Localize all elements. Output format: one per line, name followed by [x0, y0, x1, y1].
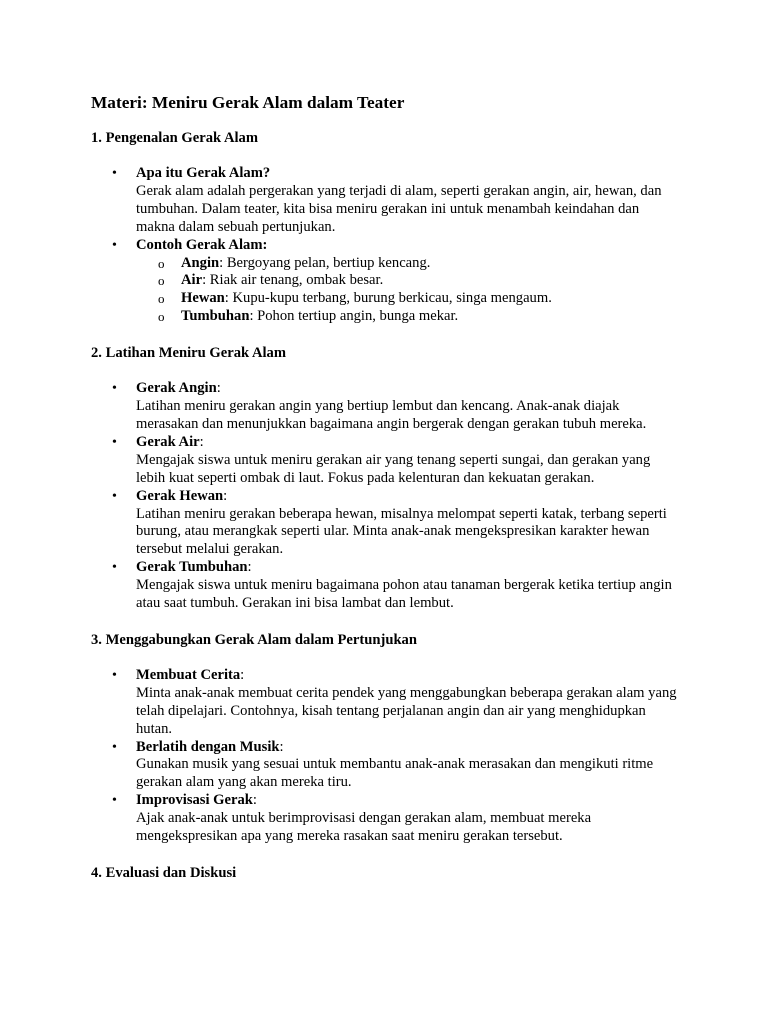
item-colon: :	[252, 792, 257, 809]
list-item	[91, 165, 681, 237]
item-description: Latihan meniru gerakan beberapa hewan, misalnya melompat seperti katak, terbang seperti burung, atau merangkak seperti ular. Minta anak-anak mengekspresikan karakter hewan tersebut melalui gerakan.	[136, 505, 667, 558]
sub-list-item	[136, 255, 681, 273]
sub-item-text: : Kupu-kupu terbang, burung berkicau, singa mengaum.	[224, 290, 552, 307]
sub-list	[136, 255, 681, 327]
item-colon: :	[240, 666, 245, 683]
section-3	[91, 631, 681, 846]
item-description: Latihan meniru gerakan angin yang bertiup lembut dan kencang. Anak-anak diajak merasakan dan menunjukkan bagaimana angin bergerak dengan gerakan tubuh mereka.	[136, 398, 647, 432]
item-description: Mengajak siswa untuk meniru bagaimana pohon atau tanaman bergerak ketika tertiup angin atau saat tumbuh. Gerakan ini bisa lambat dan lembut.	[136, 577, 672, 612]
document-title: Materi: Meniru Gerak Alam dalam Teater	[91, 93, 405, 112]
item-label: Gerak Hewan	[136, 487, 224, 504]
list-item	[91, 434, 681, 488]
item-label: Improvisasi Gerak	[136, 792, 253, 809]
bullet-list	[91, 165, 681, 326]
item-label: Berlatih dengan Musik	[136, 738, 280, 755]
sub-item-label: Hewan	[181, 290, 225, 307]
item-colon: :	[279, 738, 284, 755]
item-label: Gerak Air	[136, 433, 200, 450]
list-item	[91, 488, 681, 560]
sub-list-item	[136, 290, 681, 308]
list-item	[91, 380, 681, 434]
sub-item-text: : Pohon tertiup angin, bunga mekar.	[249, 308, 459, 325]
list-item	[91, 792, 681, 846]
document-page	[91, 92, 681, 882]
section-heading: 3. Menggabungkan Gerak Alam dalam Pertunjukan	[91, 631, 417, 648]
bullet-list	[91, 380, 681, 613]
item-label: Gerak Tumbuhan	[136, 559, 248, 576]
bullet-list	[91, 667, 681, 846]
item-label: Contoh Gerak Alam:	[136, 236, 268, 253]
list-item	[91, 237, 681, 327]
item-colon: :	[247, 559, 252, 576]
item-colon: :	[216, 380, 221, 397]
item-description: Gunakan musik yang sesuai untuk membantu anak-anak merasakan dan mengikuti ritme gerakan alam yang akan mereka tiru.	[136, 756, 654, 791]
section-2	[91, 344, 681, 613]
item-description: Ajak anak-anak untuk berimprovisasi dengan gerakan alam, membuat mereka mengekspresikan apa yang mereka rasakan saat meniru gerakan tersebut.	[136, 810, 592, 845]
section-heading: 2. Latihan Meniru Gerak Alam	[91, 345, 286, 362]
list-item	[91, 667, 681, 739]
list-item	[91, 739, 681, 793]
section-4	[91, 864, 681, 882]
sub-list-item	[136, 272, 681, 290]
section-heading: 4. Evaluasi dan Diskusi	[91, 865, 237, 881]
item-colon: :	[223, 487, 228, 504]
item-label: Membuat Cerita	[136, 666, 241, 683]
item-description: Gerak alam adalah pergerakan yang terjadi di alam, seperti gerakan angin, air, hewan, dan tumbuhan. Dalam teater, kita bisa meniru gerakan ini untuk menambah keindahan dan makna dalam sebuah pertunjukan.	[136, 182, 662, 235]
item-label: Apa itu Gerak Alam?	[136, 165, 271, 181]
sub-item-label: Tumbuhan	[181, 308, 250, 325]
item-colon: :	[199, 433, 204, 450]
sub-item-text: : Bergoyang pelan, bertiup kencang.	[219, 254, 431, 271]
item-description: Minta anak-anak membuat cerita pendek yang menggabungkan beberapa gerakan alam yang telah dipelajari. Contohnya, kisah tentang perjalanan angin dan air yang menghidupkan hutan.	[136, 684, 677, 737]
sub-list-item	[136, 308, 681, 326]
sub-item-text: : Riak air tenang, ombak besar.	[202, 272, 384, 289]
sub-item-label: Angin	[181, 254, 220, 271]
section-heading: 1. Pengenalan Gerak Alam	[91, 130, 259, 146]
item-label: Gerak Angin	[136, 380, 217, 397]
section-1	[91, 129, 681, 326]
item-description: Mengajak siswa untuk meniru gerakan air yang tenang seperti sungai, dan gerakan yang lebih kuat seperti ombak di laut. Fokus pada kelenturan dan kekuatan gerakan.	[136, 451, 651, 486]
sub-item-label: Air	[181, 272, 203, 289]
list-item	[91, 559, 681, 613]
